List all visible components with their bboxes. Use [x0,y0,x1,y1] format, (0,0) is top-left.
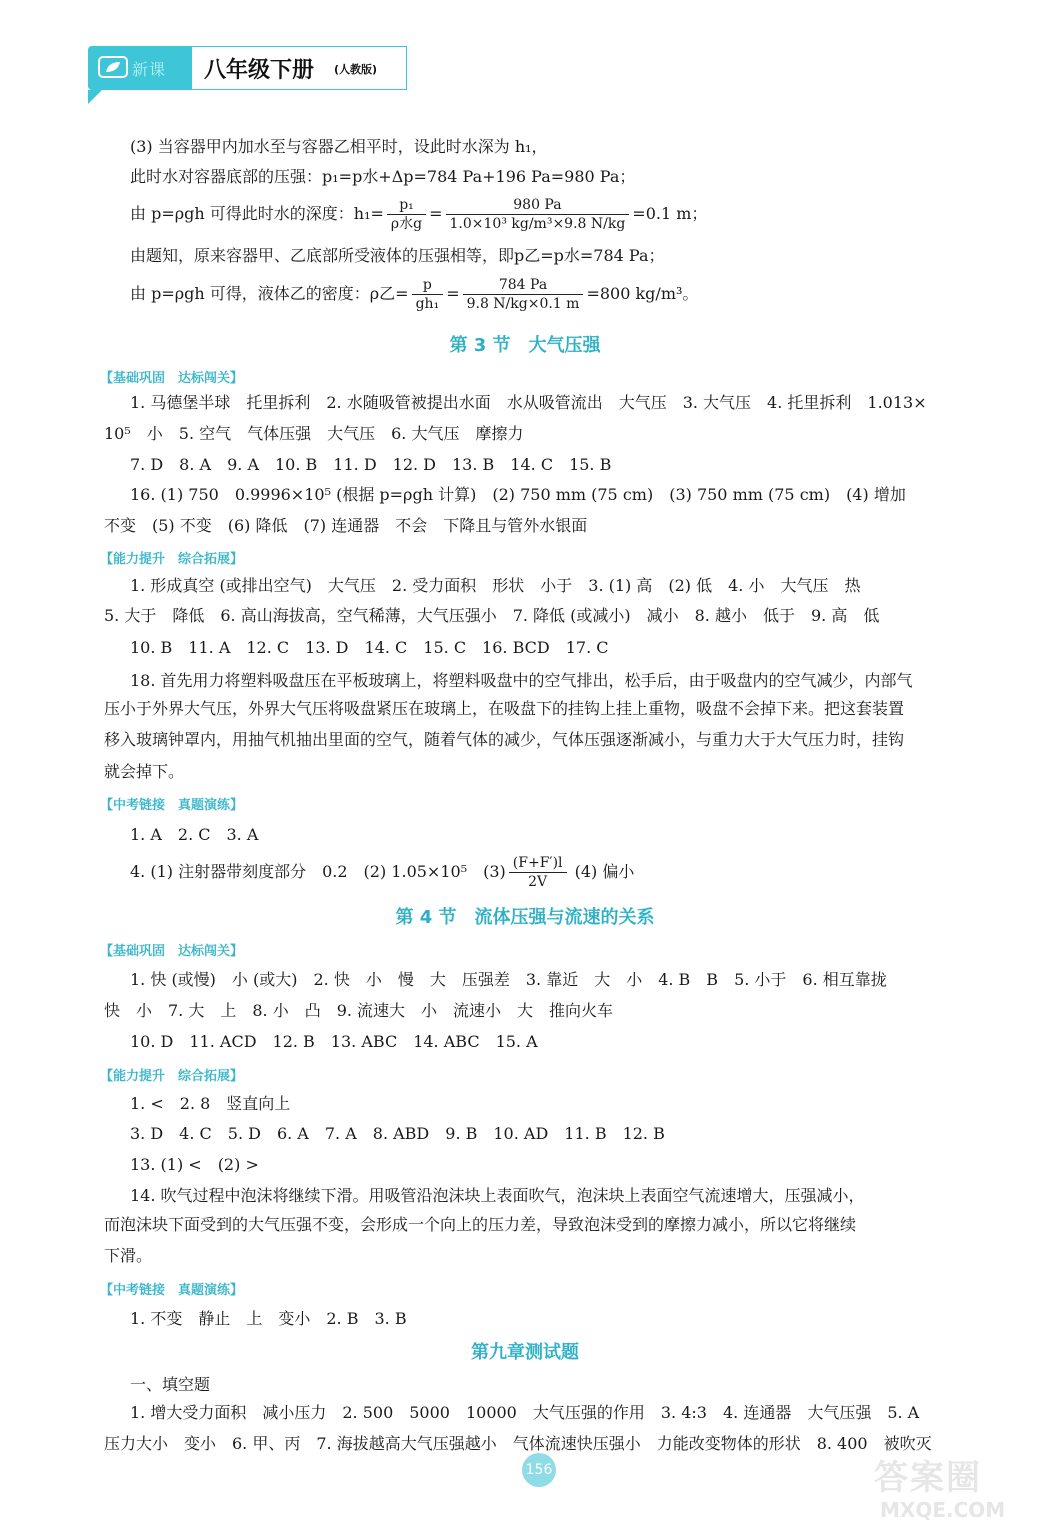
answer-text: (4) 偏小 [574,862,635,881]
answer-line: 1. A 2. C 3. A [130,825,259,844]
prev-line-3-end: =0.1 m； [632,204,708,223]
answer-line: 3. D 4. C 5. D 6. A 7. A 8. ABD 9. B 10. AD 11. B 12. B [130,1124,665,1143]
answer-line: 10. B 11. A 12. C 13. D 14. C 15. C 16. BCD 17. C [130,638,609,657]
answer-line: 移入玻璃钟罩内，用抽气机抽出里面的空气，随着气体的减少，气体压强逐渐减小，与重力大于大气压力时，挂钩 [104,730,905,749]
fraction-denominator: gh₁ [415,296,440,312]
section-4-exam-heading: 【中考链接 真题演练】 [100,1283,244,1298]
grade-title: 八年级下册 [204,58,315,83]
brand-tab [88,46,192,90]
prev-line-1: (3) 当容器甲内加水至与容器乙相平时，设此时水深为 h₁， [130,137,548,156]
answer-line: 下滑。 [104,1246,153,1265]
section-4-ability-heading: 【能力提升 综合拓展】 [100,1069,244,1084]
section-3-exam-heading: 【中考链接 真题演练】 [100,798,244,813]
fraction-denominator: ρ水g [390,216,423,232]
page-header [88,46,408,92]
answer-line: 7. D 8. A 9. A 10. B 11. D 12. D 13. B 14. C 15. B [130,455,612,474]
fraction [387,196,426,233]
answer-line: 5. 大于 降低 6. 高山海拔高，空气稀薄，大气压强小 7. 降低 (或减小) 减小 8. 越小 低于 9. 高 低 [104,606,880,625]
prev-line-5: 由 p=ρgh 可得，液体乙的密度：ρ乙= $\frac{p}{\text{gh₁}}$ = $\frac{784 Pa}{9.8 N/kg\times 0.1 m}$ =800 kg/m³。 [130,277,699,312]
fraction [509,854,567,891]
answer-line: 10⁵ 小 5. 空气 气体压强 大气压 6. 大气压 摩擦力 [104,424,524,443]
fraction-denominator: 1.0×10³ kg/m³×9.8 N/kg [449,216,626,232]
fill-blank-heading: 一、填空题 [130,1375,211,1394]
title-box [192,46,407,90]
prev-line-2: 此时水对容器底部的压强：p₁=p水+Δp=784 Pa+196 Pa=980 Pa； [130,167,636,186]
answer-line-with-fraction [130,854,634,891]
section-3-title: 第 3 节 大气压强 [449,335,601,356]
fraction-denominator: 9.8 N/kg×0.1 m [466,296,580,312]
answer-line: 压小于外界大气压，外界大气压将吸盘紧压在玻璃上，在吸盘下的挂钩上挂上重物，吸盘不会掉下来。把这套装置 [104,699,905,718]
watermark-line-2: MXQE.COM [880,1498,1006,1522]
answer-line: 1. < 2. 8 竖直向上 [130,1094,291,1113]
answer-line: 而泡沫块下面受到的大气压强不变，会形成一个向上的压力差，导致泡沫受到的摩擦力减小，所以它将继续 [104,1215,857,1234]
answer-line: 压力大小 变小 6. 甲、丙 7. 海拔越高大气压强越小 气体流速快压强小 力能改变物体的形状 8. 400 被吹灭 [104,1434,932,1453]
answer-line: 就会掉下。 [104,762,185,781]
fraction-numerator: 784 Pa [463,276,584,295]
watermark-line-1: 答案圈 [874,1458,982,1498]
page-number-badge: 156 [522,1453,556,1487]
edition-label: (人教版) [334,63,378,76]
fraction-denominator: 2V [528,874,548,890]
chapter-test-title: 第九章测试题 [471,1342,579,1363]
answer-line: 10. D 11. ACD 12. B 13. ABC 14. ABC 15. A [130,1032,538,1051]
answer-line: 16. (1) 750 0.9996×10⁵ (根据 p=ρgh 计算) (2) 750 mm (75 cm) (3) 750 mm (75 cm) (4) 增加 [130,485,906,504]
section-3-basic-heading: 【基础巩固 达标闯关】 [100,371,244,386]
prev-line-5-end: =800 kg/m³。 [586,284,699,303]
leaf-logo-icon [98,56,128,78]
answer-line: 不变 (5) 不变 (6) 降低 (7) 连通器 不会 下降且与管外水银面 [104,516,588,535]
section-4-title: 第 4 节 流体压强与流速的关系 [395,907,655,928]
answer-line: 1. 快 (或慢) 小 (或大) 2. 快 小 慢 大 压强差 3. 靠近 大 小 4. B B 5. 小于 6. 相互靠拢 [130,970,887,989]
prev-line-4: 由题知，原来容器甲、乙底部所受液体的压强相等，即p乙=p水=784 Pa； [130,246,665,265]
prev-line-3: 由 p=ρgh 可得此时水的深度：h₁= $\frac{\text{p₁}}{\text{ρ水g}}$ = $\frac{980 Pa}{\text{1.0×10³ kg/m³×9.8 N/kg}}$ =0.1 m； [130,197,708,232]
fraction-numerator: (F+F′)l [509,854,567,873]
watermark [874,1450,1024,1528]
fraction [463,276,584,313]
fraction-numerator: 980 Pa [446,196,630,215]
header-tail-decoration [88,90,102,104]
section-3-ability-heading: 【能力提升 综合拓展】 [100,552,244,567]
answer-line: 13. (1) < (2) > [130,1155,259,1174]
answer-line: 快 小 7. 大 上 8. 小 凸 9. 流速大 小 流速小 大 推向火车 [104,1001,614,1020]
answer-text: 4. (1) 注射器带刻度部分 0.2 (2) 1.05×10⁵ (3) [130,862,506,881]
answer-line: 1. 增大受力面积 减小压力 2. 500 5000 10000 大气压强的作用 3. 4:3 4. 连通器 大气压强 5. A [130,1403,920,1422]
prev-line-5-text: 由 p=ρgh 可得，液体乙的密度：ρ乙= [130,284,409,303]
answer-line: 1. 不变 静止 上 变小 2. B 3. B [130,1309,407,1328]
fraction-numerator: p₁ [387,196,426,215]
fraction-numerator: p [412,276,444,295]
answer-line: 1. 形成真空 (或排出空气) 大气压 2. 受力面积 形状 小于 3. (1) 高 (2) 低 4. 小 大气压 热 [130,576,861,595]
brand-text: 新课 [132,60,167,79]
answer-line: 18. 首先用力将塑料吸盘压在平板玻璃上，将塑料吸盘中的空气排出，松手后，由于吸盘内的空气减少，内部气 [130,671,913,690]
answer-line: 1. 马德堡半球 托里拆利 2. 水随吸管被提出水面 水从吸管流出 大气压 3. 大气压 4. 托里拆利 1.013× [130,393,927,412]
answer-line: 14. 吹气过程中泡沫将继续下滑。用吸管沿泡沫块上表面吹气，泡沫块上表面空气流速增大，压强减小， [130,1186,865,1205]
prev-line-3-text: 由 p=ρgh 可得此时水的深度：h₁= [130,204,384,223]
fraction [412,276,444,313]
section-4-basic-heading: 【基础巩固 达标闯关】 [100,944,244,959]
fraction [446,196,630,233]
